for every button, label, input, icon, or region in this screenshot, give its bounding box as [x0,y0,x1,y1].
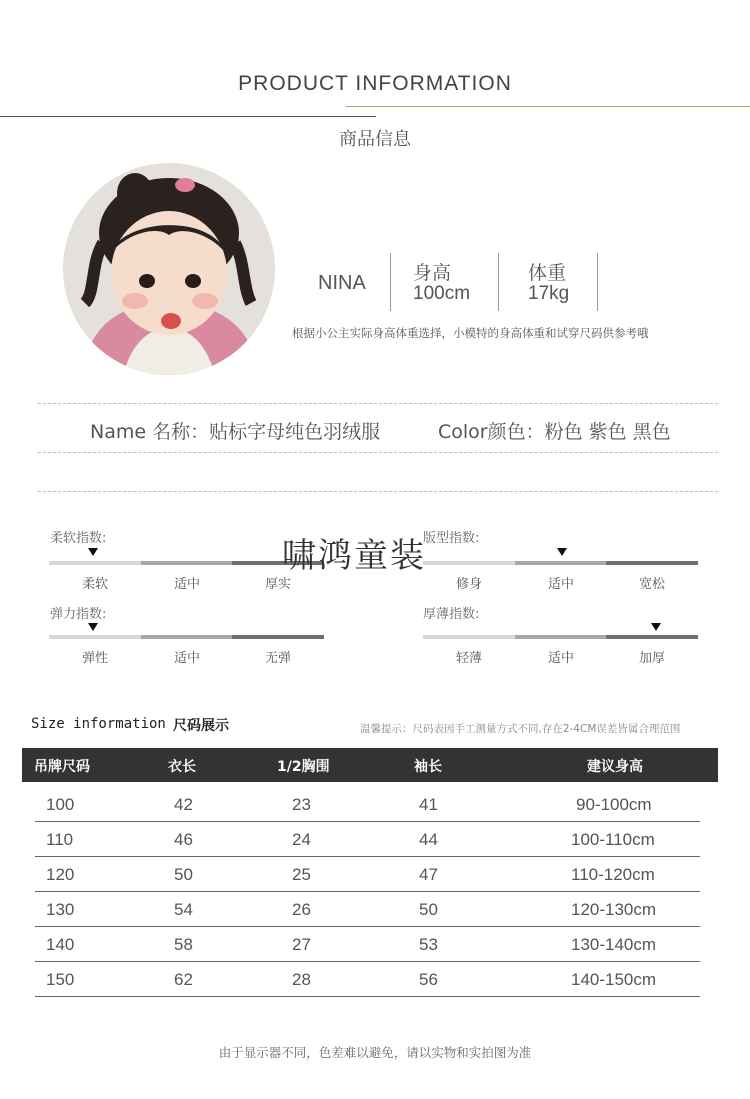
fit-marker-icon [557,548,567,556]
table-cell: 100-110cm [571,830,655,849]
page-title-en: PRODUCT INFORMATION [238,72,512,95]
table-cell: 28 [292,970,311,989]
scale-segment [515,635,606,639]
table-cell: 56 [419,970,438,989]
table-cell: 62 [174,970,193,989]
table-cell: 44 [419,830,438,849]
table-cell: 140 [46,935,75,954]
table-cell: 90-100cm [576,795,652,814]
scale-segment [141,561,232,565]
table-cell: 54 [174,900,193,919]
weight-label: 体重 [528,262,567,284]
elasticity-option: 弹性 [81,651,108,666]
softness-option: 柔软 [81,577,108,592]
table-cell: 110-120cm [571,865,655,884]
size-tip: 温馨提示：尺码表因手工测量方式不同,存在2-4CM误差皆属合理范围 [360,723,681,735]
product-colors: Color颜色：粉色 紫色 黑色 [438,421,671,443]
weight-value: 17kg [528,283,570,304]
size-section-title-en: Size information [31,716,166,732]
fit-option: 宽松 [638,577,665,592]
model-photo [63,163,275,375]
product-name: Name 名称：贴标字母纯色羽绒服 [90,421,381,443]
scale-segment [606,635,698,639]
dashed-divider [38,491,718,492]
elasticity-option: 无弹 [264,651,291,666]
divider [498,253,499,311]
dashed-divider [38,452,718,453]
table-cell: 100 [46,795,75,814]
table-cell: 24 [292,830,311,849]
column-header: 衣长 [168,759,196,775]
row-divider [35,821,700,822]
thickness-index-label: 厚薄指数: [423,607,480,622]
table-cell: 23 [292,795,311,814]
dashed-divider [38,403,718,404]
title-rule-dark [0,116,376,117]
fit-index-label: 版型指数: [423,531,480,546]
table-cell: 140-150cm [571,970,657,989]
scale-segment [49,561,141,565]
size-advice-note: 根据小公主实际身高体重选择，小模特的身高体重和试穿尺码供参考哦 [292,326,649,340]
column-header: 建议身高 [587,759,643,775]
table-cell: 47 [419,865,438,884]
thickness-marker-icon [651,623,661,631]
thickness-option: 加厚 [638,651,665,666]
table-cell: 53 [419,935,438,954]
scale-segment [423,561,515,565]
girl-portrait-illustration [63,163,275,375]
row-divider [35,961,700,962]
table-cell: 25 [292,865,311,884]
softness-marker-icon [88,548,98,556]
fit-option: 适中 [547,577,574,592]
scale-segment [232,635,324,639]
table-cell: 110 [46,830,74,849]
column-header: 吊牌尺码 [34,759,90,775]
table-cell: 46 [174,830,193,849]
table-cell: 130 [46,900,75,919]
divider [390,253,391,311]
color-disclaimer: 由于显示器不同，色差难以避免，请以实物和实拍图为准 [218,1045,532,1060]
softness-option: 厚实 [264,577,291,592]
thickness-option: 适中 [547,651,574,666]
table-cell: 26 [292,900,311,919]
title-rule-gold [346,106,750,107]
table-cell: 27 [292,935,311,954]
size-section-title-cn: 尺码展示 [173,718,229,734]
height-value: 100cm [413,283,471,304]
elasticity-index-label: 弹力指数: [50,607,107,622]
table-cell: 41 [419,795,438,814]
size-table-header [22,748,718,782]
table-cell: 120-130cm [571,900,657,919]
model-name: NINA [318,272,366,294]
elasticity-option: 适中 [173,651,200,666]
column-header: 1/2胸围 [277,759,330,775]
page-title-cn: 商品信息 [339,129,411,150]
store-watermark: 啸鸿童装 [282,536,426,576]
scale-segment [49,635,141,639]
table-cell: 130-140cm [571,935,657,954]
scale-segment [423,635,515,639]
row-divider [35,856,700,857]
column-header: 袖长 [414,759,442,775]
row-divider [35,891,700,892]
softness-index-label: 柔软指数: [50,531,107,546]
divider [597,253,598,311]
table-cell: 50 [419,900,438,919]
height-label: 身高 [413,262,452,284]
scale-segment [141,635,232,639]
scale-segment [515,561,606,565]
fit-option: 修身 [455,577,482,592]
softness-option: 适中 [173,577,200,592]
table-cell: 58 [174,935,193,954]
table-cell: 50 [174,865,193,884]
table-cell: 150 [46,970,75,989]
scale-segment [606,561,698,565]
thickness-option: 轻薄 [455,651,482,666]
elasticity-marker-icon [88,623,98,631]
row-divider [35,926,700,927]
table-cell: 120 [46,865,75,884]
table-cell: 42 [174,795,193,814]
row-divider [35,996,700,997]
